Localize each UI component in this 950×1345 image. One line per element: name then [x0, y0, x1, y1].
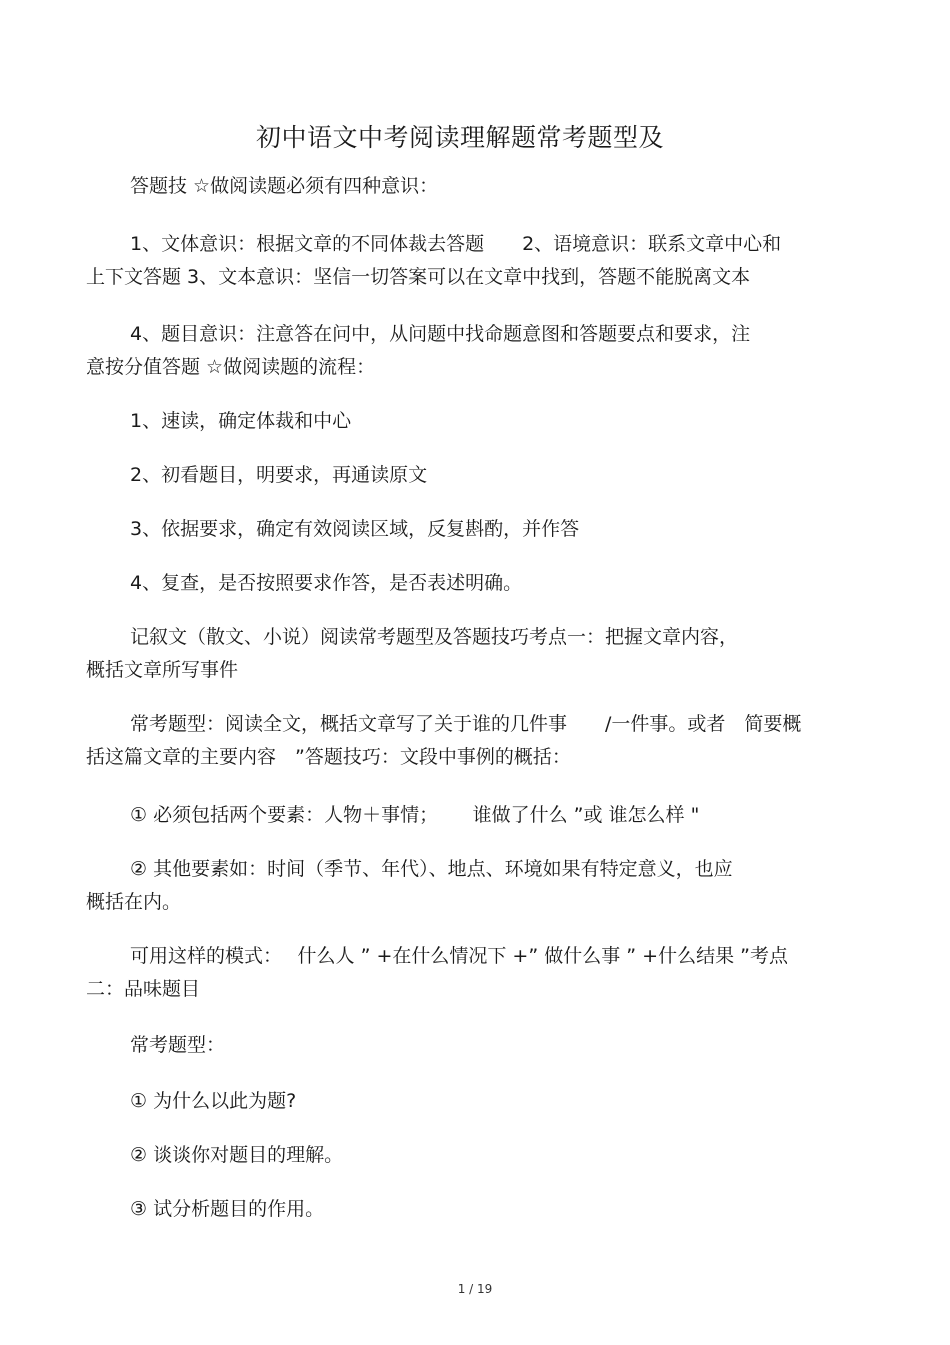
paragraph-9 — [86, 708, 876, 774]
paragraph-line: 概括在内。 — [86, 891, 182, 913]
paragraph-3 — [86, 318, 876, 384]
paragraph-line: 括这篇文章的主要内容 ”答题技巧：文段中事例的概括： — [86, 746, 571, 768]
paragraph-line: ① 必须包括两个要素：人物＋事情； 谁做了什么 ”或 谁怎么样 " — [130, 804, 700, 826]
paragraph-16 — [86, 1193, 876, 1226]
paragraph-line: 概括文章所写事件 — [86, 659, 239, 681]
document-title: 初中语文中考阅读理解题常考题型及 — [255, 123, 664, 152]
paragraph-6 — [86, 513, 876, 546]
paragraph-line: ② 谈谈你对题目的理解。 — [130, 1144, 344, 1166]
paragraph-13 — [86, 1029, 876, 1062]
page-separator: / — [469, 1282, 474, 1296]
paragraph-14 — [86, 1085, 876, 1118]
paragraph-line: 可用这样的模式： 什么人 ” +在什么情况下 +” 做什么事 ” +什么结果 ”考点 — [130, 945, 788, 967]
paragraph-line: 2、初看题目，明要求，再通读原文 — [130, 464, 428, 486]
page-total: 19 — [477, 1282, 493, 1296]
paragraph-line: ② 其他要素如：时间（季节、年代）、地点、环境如果有特定意义，也应 — [130, 858, 733, 880]
paragraph-line: 答题技 ☆做阅读题必须有四种意识： — [130, 175, 439, 197]
paragraph-11 — [86, 853, 876, 919]
paragraph-1 — [86, 170, 876, 203]
paragraph-line: ① 为什么以此为题? — [130, 1090, 297, 1112]
paragraph-line: 二：品味题目 — [86, 978, 201, 1000]
paragraph-4 — [86, 405, 876, 438]
paragraph-12 — [86, 940, 876, 1006]
paragraph-2 — [86, 228, 876, 294]
paragraph-line: ③ 试分析题目的作用。 — [130, 1198, 325, 1220]
paragraph-line: 4、题目意识：注意答在问中，从问题中找命题意图和答题要点和要求，注 — [130, 323, 751, 345]
paragraph-8 — [86, 621, 876, 687]
page-number — [0, 1282, 950, 1296]
paragraph-15 — [86, 1139, 876, 1172]
paragraph-10 — [86, 799, 876, 832]
paragraph-line: 1、速读，确定体裁和中心 — [130, 410, 352, 432]
paragraph-line: 常考题型： — [130, 1034, 226, 1056]
paragraph-line: 上下文答题 3、文本意识：坚信一切答案可以在文章中找到，答题不能脱离文本 — [86, 266, 751, 288]
paragraph-line: 3、依据要求，确定有效阅读区域，反复斟酌，并作答 — [130, 518, 580, 540]
paragraph-line: 意按分值答题 ☆做阅读题的流程： — [86, 356, 376, 378]
paragraph-line: 记叙文（散文、小说）阅读常考题型及答题技巧考点一：把握文章内容， — [130, 626, 739, 648]
paragraph-line: 4、复查，是否按照要求作答，是否表述明确。 — [130, 572, 523, 594]
paragraph-line: 常考题型：阅读全文，概括文章写了关于谁的几件事 /一件事。或者 简要概 — [130, 713, 802, 735]
paragraph-line: 1、文体意识：根据文章的不同体裁去答题 2、语境意识：联系文章中心和 — [130, 233, 782, 255]
paragraph-7 — [86, 567, 876, 600]
paragraph-5 — [86, 459, 876, 492]
page-current: 1 — [457, 1282, 466, 1296]
